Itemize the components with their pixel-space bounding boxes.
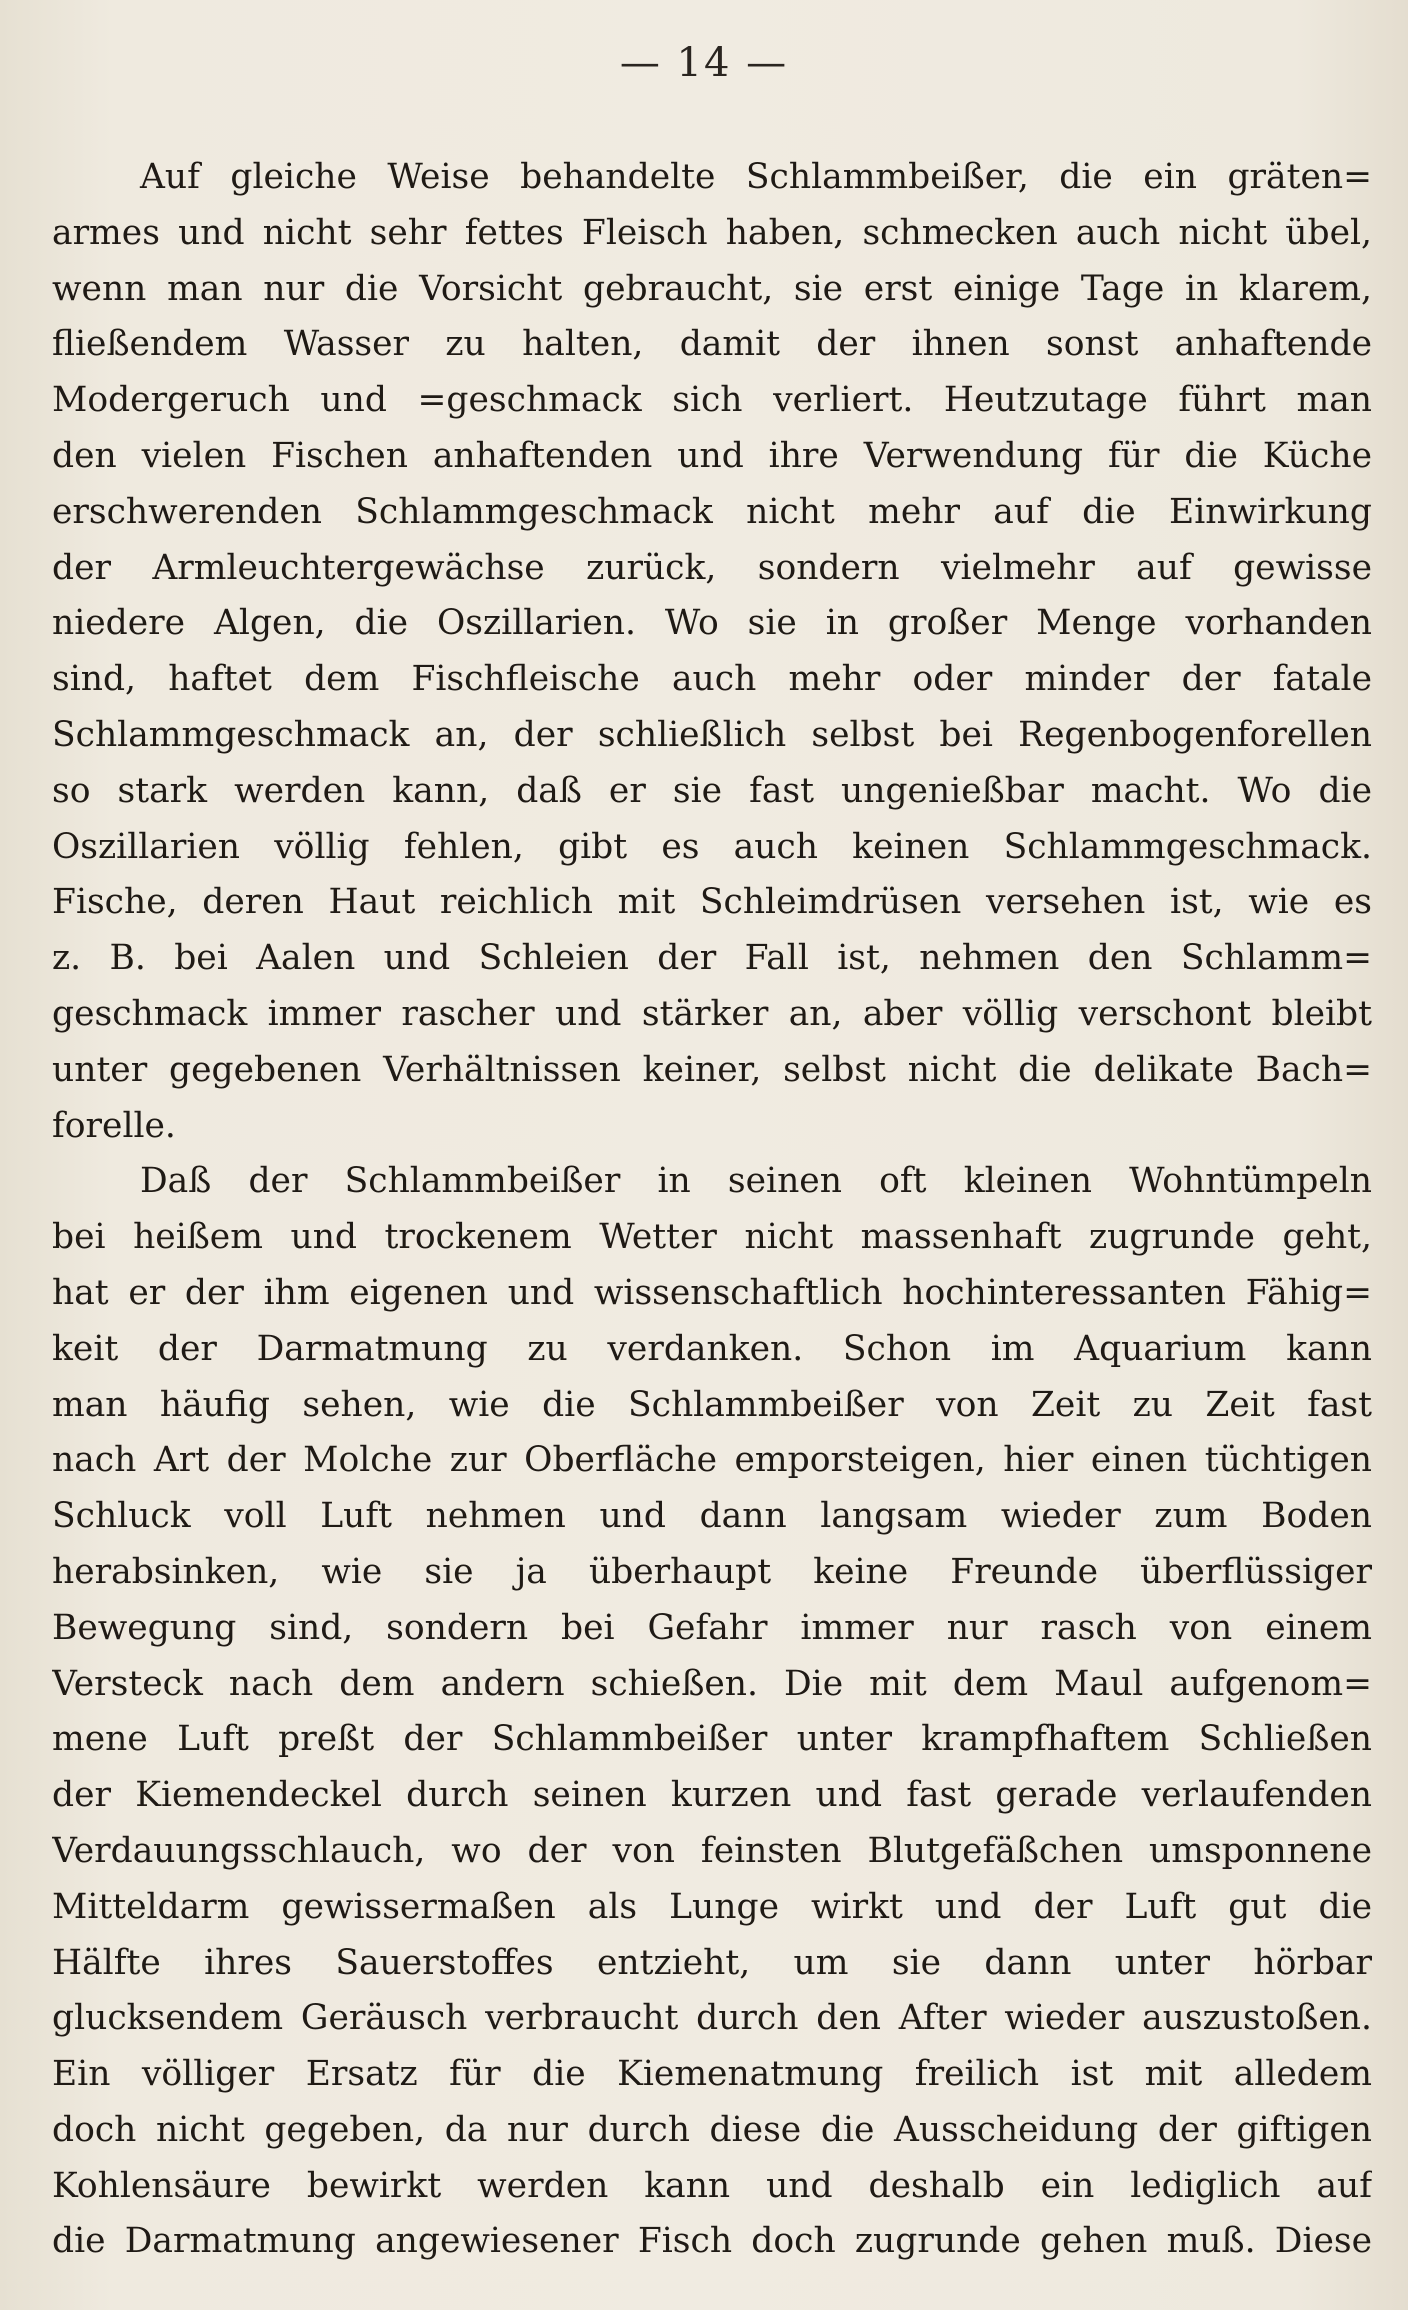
text-line: so stark werden kann, daß er sie fast ungenießbar macht. Wo die xyxy=(52,770,1372,811)
text-line: unter gegebenen Verhältnissen keiner, selbst nicht die delikate Bach= xyxy=(52,1049,1372,1090)
text-line: Kohlensäure bewirkt werden kann und deshalb ein lediglich auf xyxy=(52,2165,1372,2206)
text-line: armes und nicht sehr fettes Fleisch haben, schmecken auch nicht übel, xyxy=(52,212,1372,253)
text-line: niedere Algen, die Oszillarien. Wo sie in großer Menge vorhanden xyxy=(52,603,1372,644)
text-line: Modergeruch und =geschmack sich verliert. Heutzutage führt man xyxy=(52,380,1372,421)
text-line: Schlammgeschmack an, der schließlich selbst bei Regenbogenforellen xyxy=(52,714,1372,755)
text-line: erschwerenden Schlammgeschmack nicht mehr auf die Einwirkung xyxy=(52,491,1372,532)
text-line: fließendem Wasser zu halten, damit der ihnen sonst anhaftende xyxy=(52,324,1372,365)
text-line: man häufig sehen, wie die Schlammbeißer von Zeit zu Zeit fast xyxy=(52,1384,1372,1425)
body-text xyxy=(52,150,1372,2270)
text-line: wenn man nur die Vorsicht gebraucht, sie erst einige Tage in klarem, xyxy=(52,268,1372,309)
text-line: der Armleuchtergewächse zurück, sondern vielmehr auf gewisse xyxy=(52,547,1372,588)
page-number: — 14 — xyxy=(619,40,789,86)
text-line: Daß der Schlammbeißer in seinen oft kleinen Wohntümpeln xyxy=(140,1161,1372,1202)
text-line: nach Art der Molche zur Oberfläche emporsteigen, hier einen tüchtigen xyxy=(52,1440,1372,1481)
text-line: geschmack immer rascher und stärker an, aber völlig verschont bleibt xyxy=(52,993,1372,1034)
text-line: herabsinken, wie sie ja überhaupt keine Freunde überflüssiger xyxy=(52,1551,1372,1592)
text-line: Verdauungsschlauch, wo der von feinsten Blutgefäßchen umsponnene xyxy=(52,1830,1372,1871)
text-line: Fische, deren Haut reichlich mit Schleimdrüsen versehen ist, wie es xyxy=(52,882,1372,923)
text-line: glucksendem Geräusch verbraucht durch den After wieder auszustoßen. xyxy=(52,1998,1372,2039)
text-line: mene Luft preßt der Schlammbeißer unter krampfhaftem Schließen xyxy=(52,1719,1372,1760)
text-line: Schluck voll Luft nehmen und dann langsam wieder zum Boden xyxy=(52,1496,1372,1537)
text-line: forelle. xyxy=(52,1105,176,1146)
text-line: der Kiemendeckel durch seinen kurzen und fast gerade verlaufenden xyxy=(52,1775,1372,1816)
text-line: Versteck nach dem andern schießen. Die mit dem Maul aufgenom= xyxy=(52,1663,1372,1704)
text-line: die Darmatmung angewiesener Fisch doch zugrunde gehen muß. Diese xyxy=(52,2221,1372,2262)
text-line: Bewegung sind, sondern bei Gefahr immer nur rasch von einem xyxy=(52,1607,1372,1648)
text-line: Ein völliger Ersatz für die Kiemenatmung freilich ist mit alledem xyxy=(52,2054,1372,2095)
text-line: bei heißem und trockenem Wetter nicht massenhaft zugrunde geht, xyxy=(52,1217,1372,1258)
text-line: sind, haftet dem Fischfleische auch mehr oder minder der fatale xyxy=(52,659,1372,700)
text-line: den vielen Fischen anhaftenden und ihre Verwendung für die Küche xyxy=(52,435,1372,476)
text-line: Mitteldarm gewissermaßen als Lunge wirkt und der Luft gut die xyxy=(52,1886,1372,1927)
text-line: hat er der ihm eigenen und wissenschaftlich hochinteressanten Fähig= xyxy=(52,1272,1372,1313)
text-line: Auf gleiche Weise behandelte Schlammbeißer, die ein gräten= xyxy=(140,157,1372,197)
text-line: doch nicht gegeben, da nur durch diese die Ausscheidung der giftigen xyxy=(52,2109,1372,2150)
text-line: z. B. bei Aalen und Schleien der Fall ist, nehmen den Schlamm= xyxy=(52,938,1372,979)
text-line: Oszillarien völlig fehlen, gibt es auch keinen Schlammgeschmack. xyxy=(52,826,1372,867)
text-line: keit der Darmatmung zu verdanken. Schon im Aquarium kann xyxy=(52,1328,1372,1369)
text-line: Hälfte ihres Sauerstoffes entzieht, um sie dann unter hörbar xyxy=(52,1942,1372,1983)
